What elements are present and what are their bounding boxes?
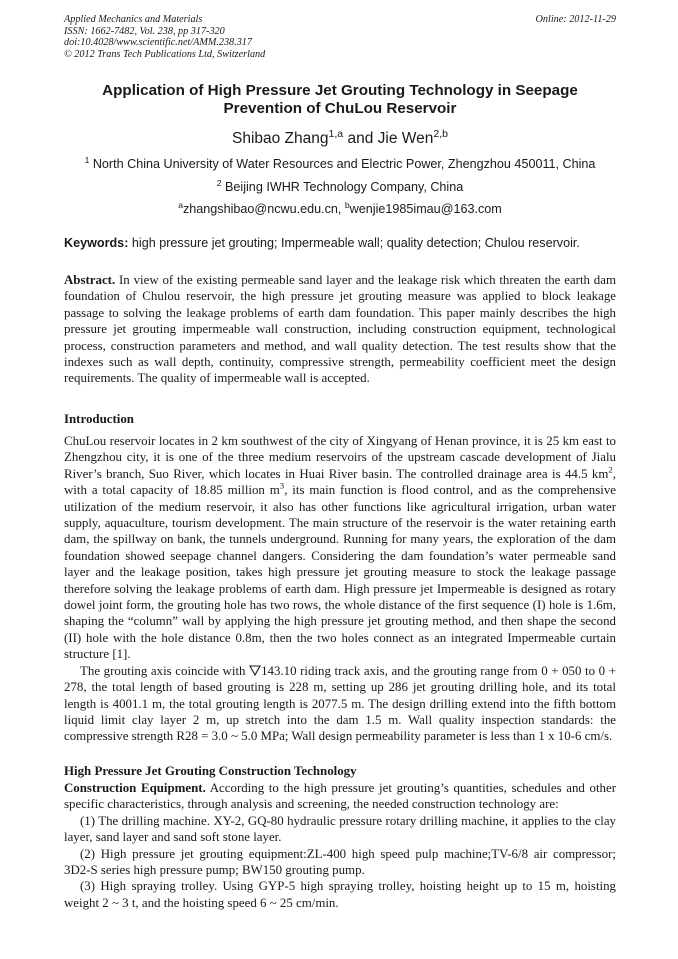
doi-line: doi:10.4028/www.scientific.net/AMM.238.317 <box>64 37 252 48</box>
email-marker: b <box>344 199 350 210</box>
keywords-line <box>64 236 616 250</box>
superscript: 3 <box>279 480 285 491</box>
paragraph <box>64 433 616 663</box>
author-name: Jie Wen <box>377 130 434 147</box>
author-name: Shibao Zhang <box>231 130 329 147</box>
affiliation-text: Beijing IWHR Technology Company, China <box>221 180 464 194</box>
introduction-body <box>64 433 616 745</box>
issn-line: ISSN: 1662-7482, Vol. 238, pp 317-320 <box>64 25 225 37</box>
affiliation-2 <box>64 177 616 194</box>
author-superscript: 1,a <box>328 127 344 140</box>
online-date: Online: 2012-11-29 <box>535 14 616 25</box>
paragraph <box>64 780 616 813</box>
journal-header <box>64 14 616 60</box>
elevation-triangle-icon <box>249 665 261 676</box>
affiliation-marker: 1 <box>84 154 90 165</box>
section-heading-construction: High Pressure Jet Grouting Construction Technology <box>64 764 357 778</box>
affiliation-1 <box>64 154 616 171</box>
abstract-label: Abstract. <box>64 273 116 287</box>
text-run: The grouting axis coincide with <box>80 663 250 678</box>
keywords-text: high pressure jet grouting; Impermeable wall; quality detection; Chulou reservoir. <box>128 236 580 250</box>
text-run: , with a total capacity of 18.85 million m <box>64 466 616 498</box>
list-item: (1) The drilling machine. XY-2, GQ-80 hydraulic pressure rotary drilling machine, it applies to the clay layer, sand layer and sand soft stone layer. <box>64 813 616 845</box>
list-item: (2) High pressure jet grouting equipment:ZL-400 high speed pulp machine;TV-6/8 air compressor; 3D2-S series high pressure pump; BW150 grouting pump. <box>64 846 616 878</box>
paragraph <box>64 663 616 745</box>
abstract-text: In view of the existing permeable sand layer and the leakage risk which threaten the earth dam foundation of Chulou reservoir, the high pressure jet grouting measure was applied to block leakage passage to solving the leakage problems of earth dam foundation. This paper mainly describes the high pressure jet grouting impermeable wall construction, including construction equipment, technological process, construction parameters and method, and wall quality detection. The test results show that the indexes such as wall depth, continuity, compressive strength, permeability coefficient meet the design requirements. The quality of impermeable wall is accepted. <box>64 273 616 386</box>
paper-title: Application of High Pressure Jet Grouting Technology in Seepage Prevention of ChuLou Reservoir <box>102 82 578 117</box>
list-item: (3) High spraying trolley. Using GYP-5 high spraying trolley, hoisting height up to 15 m, hoisting weight 2 ~ 3 t, and the hoisting speed 6 ~ 25 cm/min. <box>64 879 616 910</box>
construction-body <box>64 780 616 911</box>
section-heading-introduction: Introduction <box>64 412 134 426</box>
superscript: 2 <box>608 464 613 475</box>
affiliation-text: North China University of Water Resources and Electric Power, Zhengzhou 450011, China <box>89 157 596 171</box>
keywords-label: Keywords: <box>64 236 129 250</box>
subsection-label: Construction Equipment. <box>64 781 206 795</box>
abstract-paragraph <box>64 272 616 387</box>
author-emails <box>64 199 616 216</box>
email-text: wenjie1985imau@163.com <box>349 202 502 216</box>
affiliation-marker: 2 <box>216 177 222 188</box>
text-run: According to the high pressure jet grouting’s quantities, schedules and other specific characteristics, through analysis and screening, the needed construction technology are: <box>64 781 616 812</box>
author-conjunction: and <box>343 130 378 147</box>
copyright-line: © 2012 Trans Tech Publications Ltd, Switzerland <box>64 48 266 60</box>
email-text: zhangshibao@ncwu.edu.cn, <box>182 202 345 216</box>
journal-name: Applied Mechanics and Materials <box>64 14 203 25</box>
text-run: , its main function is flood control, and as the comprehensive utilization of the medium reservoir, it also has other functions like agricultural irrigation, urban water supply, aquaculture, tourism development. The main structure of the reservoir is the water retaining earth dam, the spillway on bank, the tunnels underground. Running for many years, the exploration of the dam foundation showed seepage channel dangers. Considering the dam foundation’s water permeable sand layer and the leakage position, takes high pressure jet grouting measure to stock the leakage passage therefore solving the leakage problems of earth dam. High pressure jet Impermeable is designed as rotary dowel joint form, the grouting hole has two rows, the whole distance of the first sequence (I) hole is 1.6m, shaping the “column” wall by applying the high pressure jet grouting method, and then shape the second (II) hole with the hole distance 0.8m, then the two holes connect as an integrated Impermeable curtain structure [1]. <box>64 483 616 662</box>
author-line <box>64 127 616 148</box>
email-marker: a <box>178 199 183 210</box>
author-superscript: 2,b <box>433 127 448 140</box>
text-run: ChuLou reservoir locates in 2 km southwest of the city of Xingyang of Henan province, it is 25 km east to Zhengzhou city, it is one of the three medium reservoirs of the upstream cascade development of Jialu River’s branch, Suo River, which locates in Huai River basin. The controlled drainage area is 44.5 km <box>64 434 616 481</box>
text-run: 143.10 riding track axis, and the grouting range from 0 + 050 to 0 + 278, the total length of based grouting is 228 m, setting up 286 jet grouting drilling hole, and its total length is 4001.1 m, the total grouting length is 2077.5 m. The design drilling extend into the fifth bottom liquid limit clay layer 2 m, up stretch into the dam 1.5 m. Wall quality inspection standards: the compressive strength R28 = 3.0 ~ 5.0 MPa; Wall design permeability parameter is less than 1 x 10-6 cm/s. <box>64 663 616 744</box>
